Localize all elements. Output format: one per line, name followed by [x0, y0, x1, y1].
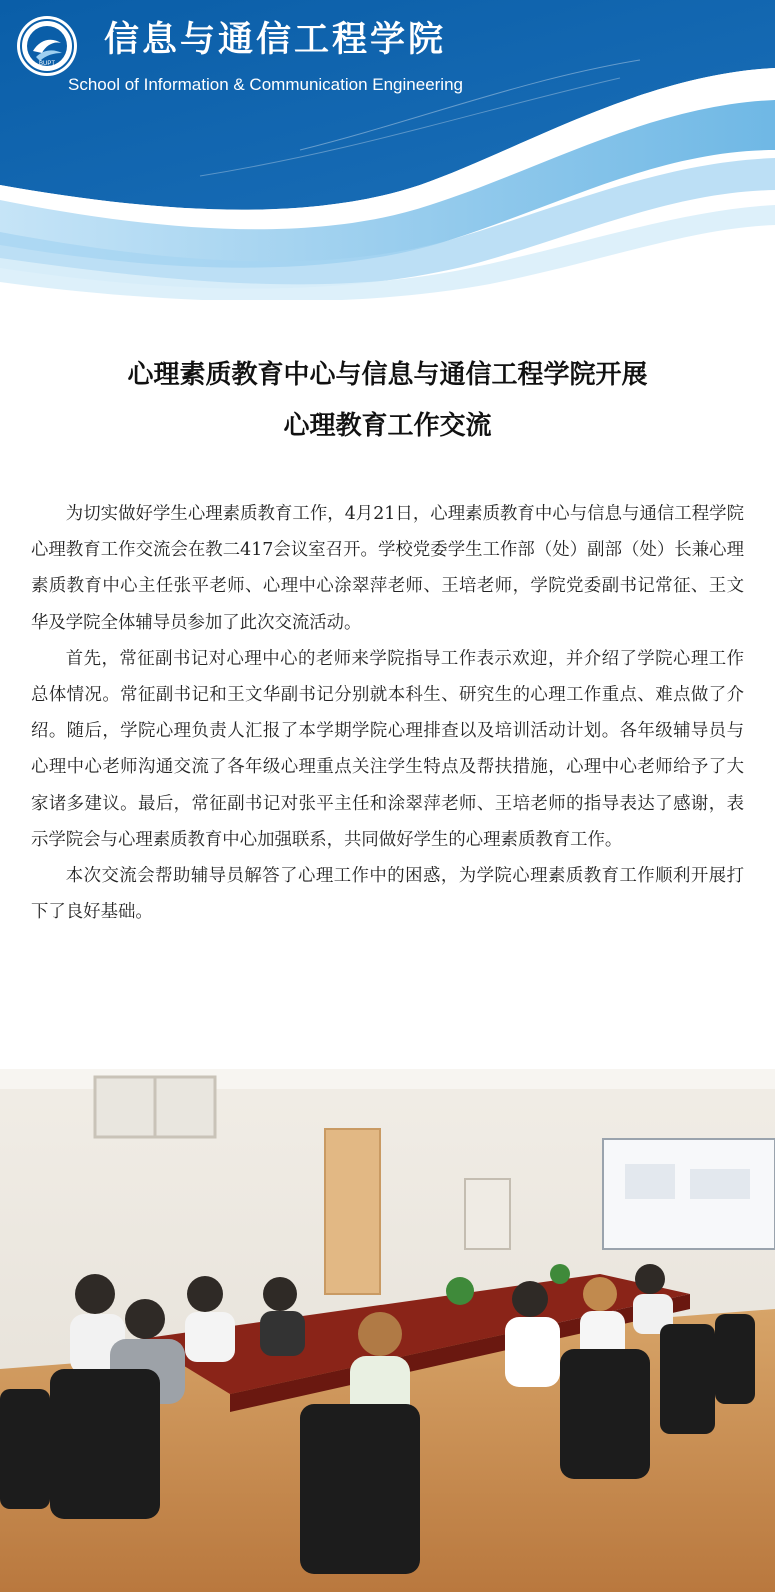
- article-body: [31, 496, 744, 930]
- school-logo: [16, 15, 78, 77]
- school-name-en: School of Information & Communication Engineering: [68, 75, 463, 94]
- article-title-line2: 心理教育工作交流: [283, 411, 492, 441]
- paragraph: 为切实做好学生心理素质教育工作，4月21日，心理素质教育中心与信息与通信工程学院心理教育工作交流会在教二417会议室召开。学校党委学生工作部（处）副部（处）长兼心理素质教育中心主任张平老师、心理中心涂翠萍老师、王培老师，学院党委副书记常征、王文华及学院全体辅导员参加了此次交流活动。: [31, 504, 744, 633]
- article-title-line1: 心理素质教育中心与信息与通信工程学院开展: [127, 360, 648, 390]
- paragraph: 首先，常征副书记对心理中心的老师来学院指导工作表示欢迎，并介绍了学院心理工作总体情况。常征副书记和王文华副书记分别就本科生、研究生的心理工作重点、难点做了介绍。随后，学院心理负责人汇报了本学期学院心理排查以及培训活动计划。各年级辅导员与心理中心老师沟通交流了各年级心理重点关注学生特点及帮扶措施，心理中心老师给予了大家诸多建议。最后，常征副书记对张平主任和涂翠萍老师、王培老师的指导表达了感谢，表示学院会与心理素质教育中心加强联系，共同做好学生的心理素质教育工作。: [31, 648, 744, 850]
- article-title: [0, 350, 775, 452]
- school-name-cn: 信息与通信工程学院: [104, 19, 447, 60]
- header-banner: [0, 0, 775, 300]
- meeting-photo: [0, 1069, 775, 1592]
- paragraph: 本次交流会帮助辅导员解答了心理工作中的困惑，为学院心理素质教育工作顺利开展打下了良好基础。: [31, 866, 744, 923]
- svg-text:BUPT: BUPT: [38, 61, 56, 67]
